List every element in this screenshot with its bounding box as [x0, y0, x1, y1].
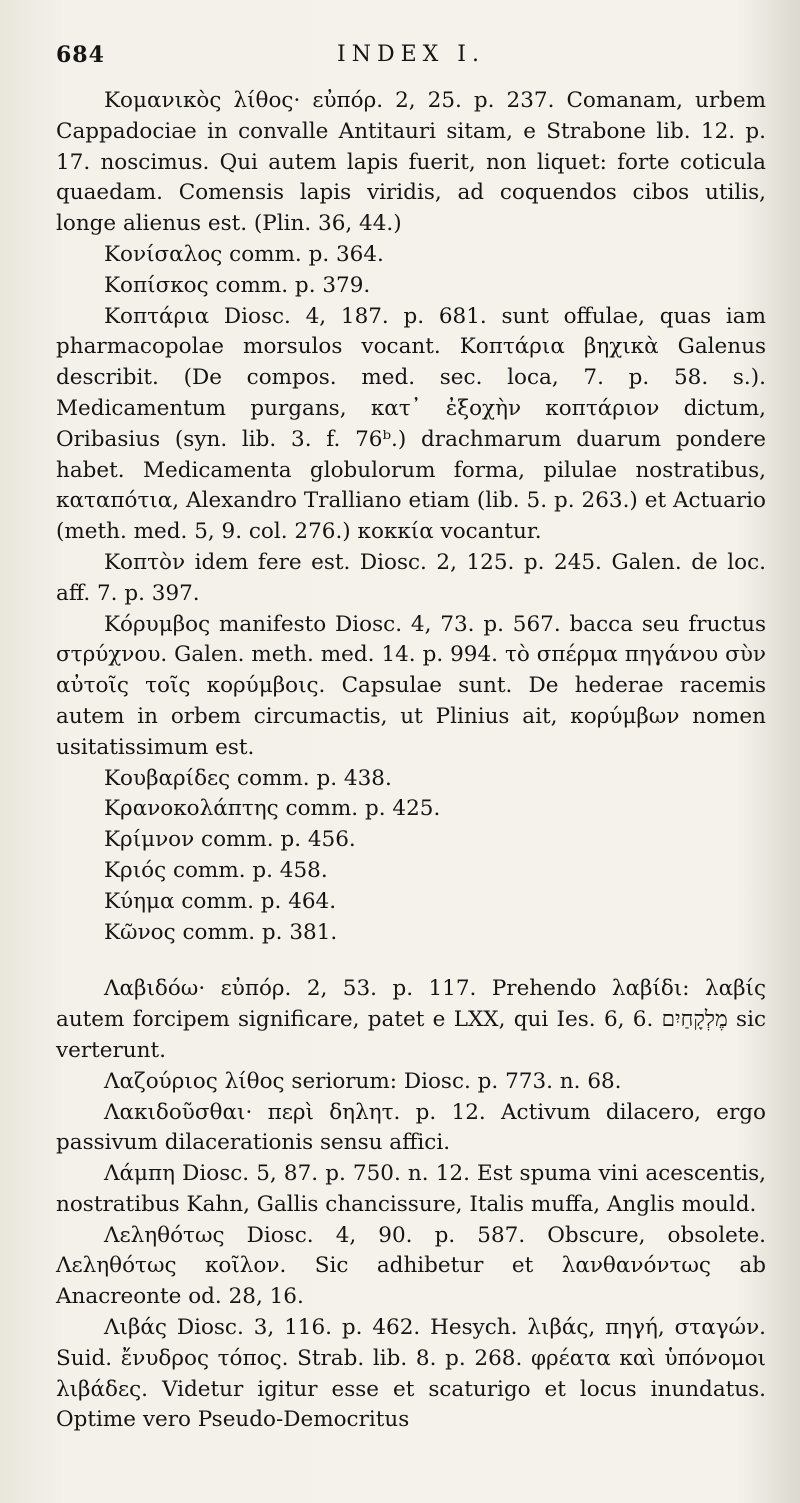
index-entry: Λαζούριος λίθος seriorum: Diosc. p. 773. n. 68. [104, 1068, 622, 1094]
index-entries [56, 86, 766, 1436]
index-entry: Λαβιδόω· εὐπόρ. 2, 53. p. 117. Prehendo λαβίδι: λαβίς autem forcipem significare, patet e LXX, qui Ies. 6, 6. מֶלְקָחַיִם sic verterunt. [56, 976, 766, 1063]
index-entry: Κόρυμβος manifesto Diosc. 4, 73. p. 567. bacca seu fructus στρύχνου. Galen. meth. med. 14. p. 994. τὸ σπέρμα πηγάνου σὺν αὐτοῖς τοῖς κορύμβοις. Capsulae sunt. De hederae racemis autem in orbem circumactis, ut Plinius ait, κορύμβων nomen usitatissimum est. [56, 611, 766, 760]
index-entry: Κουβαρίδες comm. p. 438. [104, 765, 392, 791]
index-entry: Κῶνος comm. p. 381. [104, 919, 338, 945]
index-entry: Κομανικὸς λίθος· εὐπόρ. 2, 25. p. 237. Comanam, urbem Cappadociae in convalle Antitauri sitam, e Strabone lib. 12. p. 17. noscimus. Qui autem lapis fuerit, non liquet: forte coticula quaedam. Comensis lapis viridis, ad coquendos cibos utilis, longe alienus est. (Plin. 36, 44.) [56, 88, 766, 237]
running-head: INDEX I. [337, 42, 485, 67]
index-entry: Κοπίσκος comm. p. 379. [104, 272, 371, 298]
index-entry: Κρίμνον comm. p. 456. [104, 827, 356, 853]
index-entry: Λακιδοῦσθαι· περὶ δηλητ. p. 12. Activum dilacero, ergo passivum dilacerationis sensu affici. [56, 1099, 766, 1156]
index-entry: Κοπτάρια Diosc. 4, 187. p. 681. sunt offulae, quas iam pharmacopolae morsulos vocant. Κοπτάρια βηχικὰ Galenus describit. (De compos. med. sec. loca, 7. p. 58. s.). Medicamentum purgans, κατ᾽ ἐξοχὴν κοπτάριον dictum, Oribasius (syn. lib. 3. f. 76ᵇ.) drachmarum duarum pondere habet. Medicamenta globulorum forma, pilulae nostratibus, καταπότια, Alexandro Tralliano etiam (lib. 5. p. 263.) et Actuario (meth. med. 5, 9. col. 276.) κοκκία vocantur. [56, 303, 766, 545]
page-header [56, 36, 766, 86]
index-entry: Κονίσαλος comm. p. 364. [104, 241, 384, 267]
index-entry: Κύημα comm. p. 464. [104, 888, 337, 914]
section-gap [56, 948, 766, 974]
index-entry: Κοπτὸν idem fere est. Diosc. 2, 125. p. 245. Galen. de loc. aff. 7. p. 397. [56, 549, 766, 606]
index-entry: Λιβάς Diosc. 3, 116. p. 462. Hesych. λιβάς, πηγή, σταγών. Suid. ἔνυδρος τόπος. Strab. lib. 8. p. 268. φρέατα καὶ ὑπόνομοι λιβάδες. Videtur igitur esse et scaturigo et locus inundatus. Optime vero Pseudo-Democritus [56, 1315, 766, 1433]
page-number: 684 [56, 42, 105, 68]
index-entry: Λεληθότως Diosc. 4, 90. p. 587. Obscure, obsolete. Λεληθότως κοῖλον. Sic adhibetur et λανθανόντως ab Anacreonte od. 28, 16. [56, 1222, 766, 1310]
index-entry: Κριός comm. p. 458. [104, 857, 328, 883]
index-entry: Λάμπη Diosc. 5, 87. p. 750. n. 12. Est spuma vini acescentis, nostratibus Kahn, Gallis chancissure, Italis muffa, Anglis mould. [56, 1161, 766, 1217]
index-entry: Κρανοκολάπτης comm. p. 425. [104, 796, 441, 822]
